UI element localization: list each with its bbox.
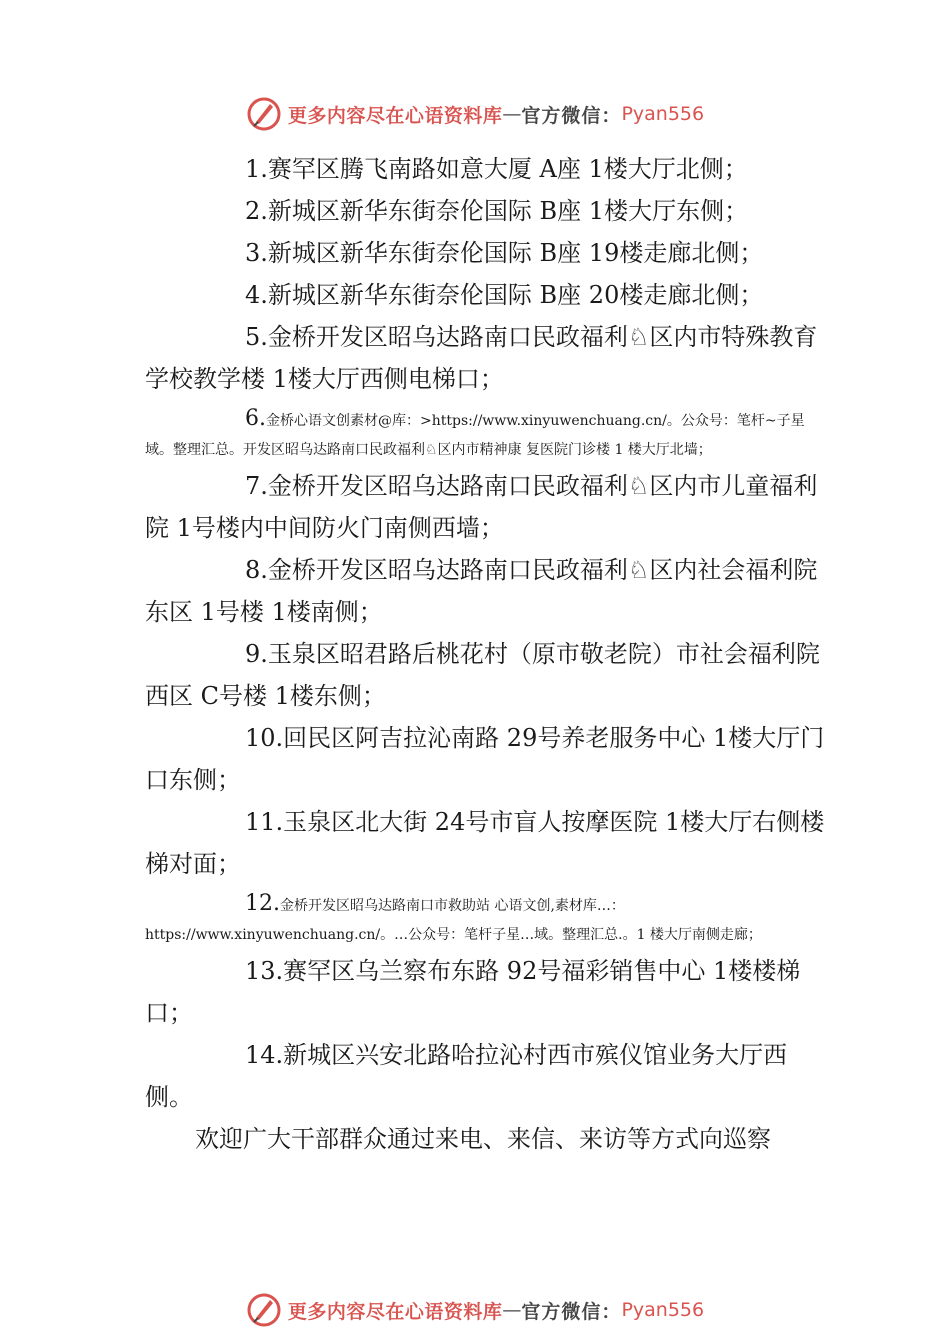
list-item — [145, 274, 825, 316]
item-number: 2. — [245, 197, 268, 225]
item-text: 玉泉区北大街 24号市盲人按摩医院 1楼大厅右侧楼梯对面； — [145, 808, 825, 878]
banner-dash: — — [502, 103, 522, 125]
item-text: 新城区新华东街奈伦国际 B座 19楼走廊北侧； — [267, 239, 764, 267]
item-number: 1. — [245, 155, 268, 183]
document-body — [145, 148, 825, 1160]
item-number: 3. — [245, 239, 268, 267]
list-item — [145, 889, 825, 950]
list-item — [145, 316, 825, 400]
item-number: 10. — [245, 724, 284, 752]
list-item — [145, 465, 825, 549]
item-text: 新城区新华东街奈伦国际 B座 1楼大厅东侧； — [267, 197, 749, 225]
list-item — [145, 950, 825, 1034]
item-number: 8. — [245, 556, 268, 584]
item-number: 14. — [245, 1041, 284, 1069]
item-number: 12. — [245, 891, 280, 916]
list-item — [145, 717, 825, 801]
item-text: 金桥开发区昭乌达路南口民政福利♘区内市儿童福利院 1号楼内中间防火门南侧西墙； — [145, 472, 818, 542]
banner-wechat-label: 官方微信： — [521, 104, 622, 127]
item-text: 金桥心语文创素材@库：>https://www.xinyuwenchuang.cn/。公众号：笔杆~子星域。整理汇总。开发区昭乌达路南口民政福利♘区内市精神康 复医院门诊楼 1 楼大厅北墙； — [145, 413, 805, 458]
list-item — [145, 404, 825, 465]
banner-title: 更多内容尽在心语资料库 — [287, 1300, 503, 1323]
banner-wechat-id: Pyan556 — [621, 103, 705, 125]
item-text: 新城区新华东街奈伦国际 B座 20楼走廊北侧； — [267, 281, 764, 309]
list-item — [145, 190, 825, 232]
item-text: 新城区兴安北路哈拉沁村西市殡仪馆业务大厅西侧。 — [145, 1041, 788, 1111]
header-banner — [0, 94, 950, 134]
item-number: 13. — [245, 957, 284, 985]
item-number: 11. — [245, 808, 284, 836]
banner-title: 更多内容尽在心语资料库 — [287, 104, 503, 127]
item-number: 7. — [245, 472, 268, 500]
item-text: 赛罕区腾飞南路如意大厦 A座 1楼大厅北侧； — [267, 155, 748, 183]
item-number: 5. — [245, 323, 268, 351]
banner-wechat-id: Pyan556 — [621, 1299, 705, 1321]
list-item — [145, 549, 825, 633]
item-text: 金桥开发区昭乌达路南口民政福利♘区内社会福利院东区 1号楼 1楼南侧； — [145, 556, 818, 626]
item-text: 玉泉区昭君路后桃花村（原市敬老院）市社会福利院西区 C号楼 1楼东侧； — [145, 640, 820, 710]
item-number: 4. — [245, 281, 268, 309]
item-text: 金桥开发区昭乌达路南口市救助站 心语文创,素材库…：https://www.xinyuwenchuang.cn/。…公众号：笔杆子星…域。整理汇总.。1 楼大厅南侧走廊； — [145, 898, 762, 943]
banner-dash: — — [502, 1299, 522, 1321]
list-item — [145, 633, 825, 717]
item-text: 金桥开发区昭乌达路南口民政福利♘区内市特殊教育学校教学楼 1楼大厅西侧电梯口； — [145, 323, 818, 393]
item-number: 9. — [245, 640, 268, 668]
list-item — [145, 148, 825, 190]
footer-banner — [0, 1290, 950, 1330]
banner-wechat-label: 官方微信： — [521, 1300, 622, 1323]
list-item — [145, 801, 825, 885]
quill-logo-icon — [246, 1292, 282, 1328]
item-text: 赛罕区乌兰察布东路 92号福彩销售中心 1楼楼梯口； — [145, 957, 801, 1027]
list-item — [145, 1034, 825, 1118]
list-item — [145, 232, 825, 274]
quill-logo-icon — [246, 96, 282, 132]
item-text: 回民区阿吉拉沁南路 29号养老服务中心 1楼大厅门口东侧； — [145, 724, 825, 794]
closing-paragraph: 欢迎广大干部群众通过来电、来信、来访等方式向巡察 — [195, 1125, 771, 1153]
item-number: 6. — [245, 406, 266, 431]
